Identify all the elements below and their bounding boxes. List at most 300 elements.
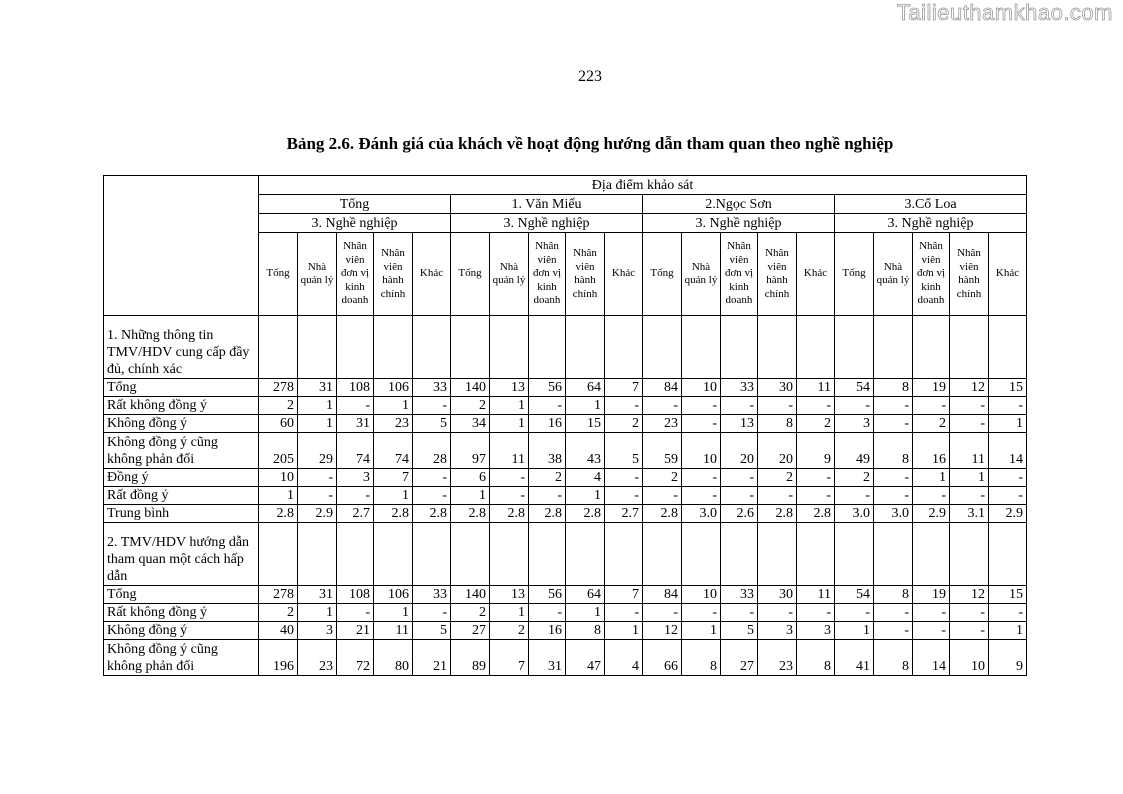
data-cell: 2 [913,415,950,433]
site-header-van-mieu: 1. Văn Miếu [451,195,643,214]
data-cell: 13 [490,586,529,604]
data-cell: 34 [451,415,490,433]
data-cell: 2.7 [337,505,374,523]
empty-cell [682,523,721,586]
data-cell: 5 [605,433,643,469]
data-cell: - [989,469,1027,487]
data-cell: 47 [566,640,605,676]
sub-column-header: Tổng [451,233,490,316]
data-cell: 41 [835,640,874,676]
data-cell: 2.8 [797,505,835,523]
data-cell: 1 [374,487,413,505]
empty-cell [490,316,529,379]
empty-cell [298,523,337,586]
data-cell: - [529,604,566,622]
data-cell: - [337,604,374,622]
section-title: 1. Những thông tin TMV/HDV cung cấp đầy đủ, chính xác [104,316,259,379]
empty-cell [490,523,529,586]
empty-cell [835,316,874,379]
data-cell: 23 [298,640,337,676]
data-cell: - [682,604,721,622]
data-cell: 84 [643,586,682,604]
data-cell: 1 [989,415,1027,433]
data-cell: 14 [913,640,950,676]
data-cell: 1 [259,487,298,505]
section-title: 2. TMV/HDV hướng dẫn tham quan một cách hấp dẫn [104,523,259,586]
row-label: Rất đồng ý [104,487,259,505]
data-cell: 106 [374,586,413,604]
data-cell: - [682,469,721,487]
data-cell: - [413,397,451,415]
data-cell: 20 [758,433,797,469]
data-cell: - [913,622,950,640]
row-label: Tổng [104,586,259,604]
data-cell: 2 [451,604,490,622]
data-cell: 2.8 [374,505,413,523]
empty-cell [259,523,298,586]
data-cell: 2.8 [643,505,682,523]
data-cell: 33 [413,586,451,604]
data-cell: 2.8 [259,505,298,523]
data-cell: 7 [605,379,643,397]
data-cell: 8 [874,433,913,469]
table-row [104,415,1027,433]
data-cell: 80 [374,640,413,676]
data-cell: 15 [989,586,1027,604]
data-cell: 2 [758,469,797,487]
data-cell: 5 [721,622,758,640]
data-cell: 19 [913,379,950,397]
data-cell: 6 [451,469,490,487]
sub-column-header: Nhân viên hành chính [758,233,797,316]
data-cell: 2.8 [566,505,605,523]
row-label: Tổng [104,379,259,397]
data-cell: 2 [490,622,529,640]
data-cell: 2.9 [913,505,950,523]
empty-cell [374,523,413,586]
data-cell: 74 [337,433,374,469]
data-cell: 5 [413,415,451,433]
data-cell: - [721,487,758,505]
data-cell: - [682,415,721,433]
page-number: 223 [578,68,602,85]
data-cell: 43 [566,433,605,469]
data-cell: - [797,469,835,487]
data-cell: - [682,487,721,505]
table-row [104,397,1027,415]
data-cell: 49 [835,433,874,469]
empty-cell [950,316,989,379]
data-cell: 31 [337,415,374,433]
data-cell: 1 [913,469,950,487]
empty-cell [913,523,950,586]
data-cell: 3 [298,622,337,640]
sub-column-header: Nhân viên đơn vị kinh doanh [721,233,758,316]
sub-column-header: Nhân viên đơn vị kinh doanh [913,233,950,316]
data-cell: 1 [374,397,413,415]
empty-cell [451,316,490,379]
data-cell: 3 [337,469,374,487]
data-cell: 10 [682,586,721,604]
data-cell: 2.9 [298,505,337,523]
data-cell: 14 [989,433,1027,469]
empty-cell [298,316,337,379]
data-cell: - [874,487,913,505]
data-cell: 108 [337,586,374,604]
data-cell: - [529,487,566,505]
data-cell: 2.7 [605,505,643,523]
data-cell: - [874,397,913,415]
site-header-ngoc-son: 2.Ngọc Sơn [643,195,835,214]
data-cell: 4 [566,469,605,487]
data-cell: 3.1 [950,505,989,523]
data-cell: 31 [529,640,566,676]
data-cell: 10 [950,640,989,676]
row-label: Không đồng ý cũng không phản đối [104,640,259,676]
data-cell: 1 [950,469,989,487]
data-cell: 28 [413,433,451,469]
data-cell: 2 [529,469,566,487]
data-cell: 3 [758,622,797,640]
empty-cell [337,523,374,586]
sub-column-header: Tổng [259,233,298,316]
data-cell: 8 [874,379,913,397]
sub-column-header: Nhân viên hành chính [374,233,413,316]
data-cell: - [874,415,913,433]
data-cell: 12 [950,586,989,604]
data-cell: - [758,487,797,505]
sub-column-header: Khác [989,233,1027,316]
data-cell: 7 [374,469,413,487]
data-cell: 1 [451,487,490,505]
data-cell: - [950,604,989,622]
data-cell: 66 [643,640,682,676]
data-cell: 72 [337,640,374,676]
section-header-row [104,523,1027,586]
data-cell: - [605,604,643,622]
data-cell: - [413,487,451,505]
data-cell: 205 [259,433,298,469]
data-cell: 12 [643,622,682,640]
data-cell: - [529,397,566,415]
empty-cell [835,523,874,586]
data-cell: - [989,604,1027,622]
data-cell: - [989,487,1027,505]
data-cell: - [643,604,682,622]
data-cell: - [989,397,1027,415]
corner-cell [104,176,259,316]
data-cell: 278 [259,379,298,397]
data-cell: 2.8 [758,505,797,523]
empty-cell [605,316,643,379]
data-cell: - [298,487,337,505]
sub-column-header: Nhân viên hành chính [566,233,605,316]
sub-column-header: Nhà quản lý [298,233,337,316]
data-cell: - [643,397,682,415]
data-cell: 11 [490,433,529,469]
data-cell: 10 [682,379,721,397]
sub-column-header: Nhà quản lý [682,233,721,316]
data-cell: - [298,469,337,487]
data-cell: - [643,487,682,505]
data-cell: - [490,469,529,487]
data-cell: 56 [529,379,566,397]
empty-cell [529,523,566,586]
data-cell: 1 [374,604,413,622]
occupation-header: 3. Nghề nghiệp [451,214,643,233]
empty-cell [797,316,835,379]
sub-column-header: Nhân viên đơn vị kinh doanh [337,233,374,316]
data-cell: 2 [451,397,490,415]
location-group-header: Địa điểm khảo sát [259,176,1027,195]
data-cell: 54 [835,586,874,604]
data-cell: 2.9 [989,505,1027,523]
data-cell: - [758,397,797,415]
data-cell: 29 [298,433,337,469]
data-cell: 30 [758,379,797,397]
data-cell: 8 [874,640,913,676]
table-row [104,433,1027,469]
data-cell: 97 [451,433,490,469]
data-cell: 84 [643,379,682,397]
table-body [104,176,1027,676]
data-cell: - [337,487,374,505]
table-row [104,640,1027,676]
empty-cell [605,523,643,586]
empty-cell [643,523,682,586]
data-cell: - [797,397,835,415]
data-cell: 10 [259,469,298,487]
data-cell: 16 [529,622,566,640]
data-cell: 21 [337,622,374,640]
survey-table [103,175,1027,676]
row-label: Không đồng ý [104,622,259,640]
data-cell: 11 [950,433,989,469]
empty-cell [529,316,566,379]
empty-cell [950,523,989,586]
data-cell: 8 [566,622,605,640]
data-cell: 1 [298,415,337,433]
data-cell: - [835,604,874,622]
data-cell: - [913,397,950,415]
data-cell: - [950,622,989,640]
data-cell: - [950,487,989,505]
data-cell: 13 [490,379,529,397]
data-cell: 12 [950,379,989,397]
data-cell: 3.0 [682,505,721,523]
data-cell: 56 [529,586,566,604]
data-cell: 59 [643,433,682,469]
data-cell: - [682,397,721,415]
data-cell: - [913,487,950,505]
sub-column-header: Nhân viên hành chính [950,233,989,316]
data-cell: 108 [337,379,374,397]
sub-column-header: Tổng [835,233,874,316]
sub-column-header: Khác [797,233,835,316]
empty-cell [566,523,605,586]
empty-cell [682,316,721,379]
empty-cell [337,316,374,379]
row-label: Đồng ý [104,469,259,487]
data-cell: - [835,487,874,505]
data-cell: 21 [413,640,451,676]
data-cell: 8 [797,640,835,676]
data-cell: 1 [298,604,337,622]
table-row [104,622,1027,640]
empty-cell [413,523,451,586]
table-row [104,586,1027,604]
data-cell: 54 [835,379,874,397]
data-cell: 30 [758,586,797,604]
data-cell: 40 [259,622,298,640]
data-cell: 11 [374,622,413,640]
data-cell: 278 [259,586,298,604]
table-row [104,379,1027,397]
data-cell: 10 [682,433,721,469]
site-header-total: Tổng [259,195,451,214]
data-cell: 9 [797,433,835,469]
data-cell: 2.6 [721,505,758,523]
data-cell: 2.8 [451,505,490,523]
empty-cell [413,316,451,379]
empty-cell [989,523,1027,586]
table-row [104,505,1027,523]
data-cell: 9 [989,640,1027,676]
data-cell: - [913,604,950,622]
data-cell: 5 [413,622,451,640]
data-cell: 106 [374,379,413,397]
data-cell: 7 [490,640,529,676]
data-cell: 1 [490,397,529,415]
data-cell: 33 [413,379,451,397]
empty-cell [989,316,1027,379]
table-row [104,469,1027,487]
data-cell: - [797,604,835,622]
data-cell: - [874,469,913,487]
data-cell: 140 [451,586,490,604]
data-cell: 23 [758,640,797,676]
data-cell: 1 [566,604,605,622]
data-cell: 33 [721,379,758,397]
sub-column-header: Nhân viên đơn vị kinh doanh [529,233,566,316]
empty-cell [874,316,913,379]
empty-cell [643,316,682,379]
data-cell: 1 [490,415,529,433]
data-cell: - [605,469,643,487]
empty-cell [758,316,797,379]
data-cell: 64 [566,379,605,397]
data-cell: 33 [721,586,758,604]
data-cell: 31 [298,586,337,604]
data-cell: 7 [605,586,643,604]
data-cell: - [721,604,758,622]
data-cell: - [413,469,451,487]
data-cell: - [950,397,989,415]
data-cell: 1 [835,622,874,640]
row-label: Rất không đồng ý [104,604,259,622]
data-cell: 2.8 [413,505,451,523]
section-header-row [104,316,1027,379]
occupation-header: 3. Nghề nghiệp [259,214,451,233]
data-cell: 74 [374,433,413,469]
data-cell: 2 [259,604,298,622]
sub-column-header: Khác [605,233,643,316]
data-cell: - [490,487,529,505]
data-cell: 38 [529,433,566,469]
data-cell: 2 [259,397,298,415]
data-cell: 19 [913,586,950,604]
data-cell: 31 [298,379,337,397]
empty-cell [451,523,490,586]
data-cell: 2.8 [529,505,566,523]
data-cell: 11 [797,379,835,397]
data-cell: 3 [797,622,835,640]
data-cell: - [721,469,758,487]
data-cell: 196 [259,640,298,676]
row-label: Rất không đồng ý [104,397,259,415]
data-cell: 23 [374,415,413,433]
data-cell: 2.8 [490,505,529,523]
data-cell: - [605,487,643,505]
data-cell: 3.0 [835,505,874,523]
empty-cell [758,523,797,586]
row-label: Không đồng ý cũng không phản đối [104,433,259,469]
table-row [104,487,1027,505]
data-cell: 16 [529,415,566,433]
sub-column-header: Nhà quản lý [490,233,529,316]
data-cell: - [835,397,874,415]
empty-cell [374,316,413,379]
data-cell: 8 [758,415,797,433]
data-cell: 2 [835,469,874,487]
row-label: Trung bình [104,505,259,523]
data-cell: 11 [797,586,835,604]
data-cell: - [337,397,374,415]
data-cell: 15 [566,415,605,433]
data-cell: - [605,397,643,415]
empty-cell [259,316,298,379]
data-cell: 15 [989,379,1027,397]
data-cell: 8 [682,640,721,676]
data-cell: 4 [605,640,643,676]
data-cell: 3 [835,415,874,433]
data-cell: 140 [451,379,490,397]
occupation-header: 3. Nghề nghiệp [643,214,835,233]
data-cell: 1 [682,622,721,640]
data-cell: 8 [874,586,913,604]
data-cell: 1 [605,622,643,640]
data-cell: 2 [797,415,835,433]
data-cell: 89 [451,640,490,676]
data-cell: 1 [566,397,605,415]
watermark: Tailieuthamkhao.com [896,0,1113,25]
data-cell: 1 [490,604,529,622]
data-cell: 1 [566,487,605,505]
data-cell: 27 [721,640,758,676]
data-cell: 16 [913,433,950,469]
data-cell: - [758,604,797,622]
table-title: Bảng 2.6. Đánh giá của khách về hoạt động hướng dẫn tham quan theo nghề nghiệp [286,134,894,153]
data-cell: - [413,604,451,622]
data-cell: 3.0 [874,505,913,523]
row-label: Không đồng ý [104,415,259,433]
data-cell: 1 [298,397,337,415]
empty-cell [797,523,835,586]
site-header-co-loa: 3.Cổ Loa [835,195,1027,214]
data-cell: 13 [721,415,758,433]
empty-cell [913,316,950,379]
data-cell: 1 [989,622,1027,640]
